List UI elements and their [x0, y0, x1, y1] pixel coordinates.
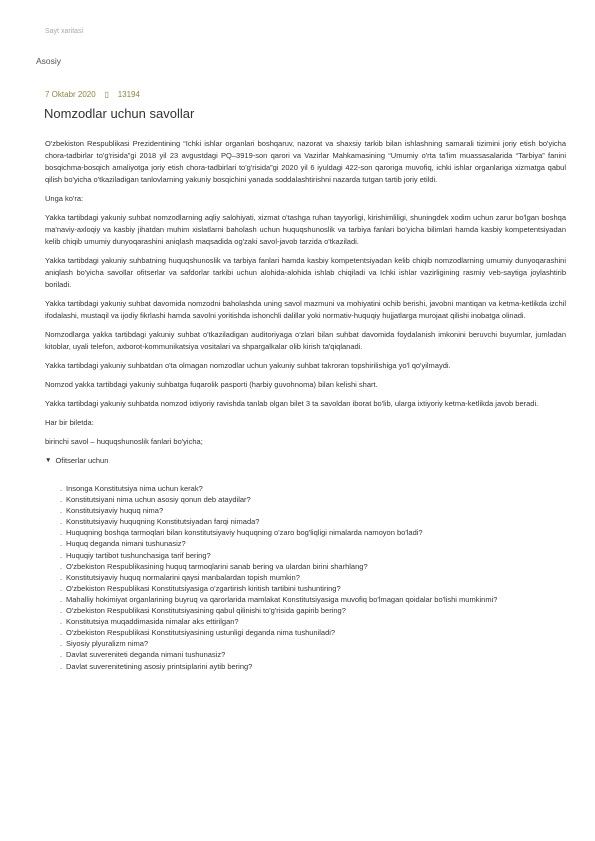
question-item [60, 661, 566, 672]
question-text: Insonga Konstitutsiya nima uchun kerak? [66, 484, 203, 493]
article-paragraph: Har bir biletda: [45, 418, 94, 427]
question-item [60, 538, 566, 549]
list-marker: . [60, 661, 63, 671]
list-marker: . [60, 628, 63, 638]
question-item [60, 505, 566, 516]
list-marker: . [60, 606, 63, 616]
article-paragraph: Nomzod yakka tartibdagi yakuniy suhbatga fuqarolik pasporti (harbiy guvohnoma) bilan kelishi shart. [45, 380, 378, 389]
question-item [60, 494, 566, 505]
question-item [60, 583, 566, 594]
page-title: Nomzodlar uchun savollar [44, 106, 195, 121]
question-item [60, 649, 566, 660]
question-text: Konstitutsiya muqaddimasida nimalar aks ettirilgan? [66, 617, 239, 627]
list-marker: . [60, 617, 63, 627]
list-marker: . [60, 561, 63, 571]
question-item [60, 550, 566, 561]
question-text: O'zbekiston Respublikasi Konstitutsiyasiga o'zgartirish kiritish tartibini tushuntiring? [66, 583, 341, 593]
breadcrumb-home[interactable]: Asosiy [36, 56, 62, 66]
article-paragraph: Yakka tartibdagi yakuniy suhbat davomida nomzodni baholashda uning savol mazmuni va mohiyatini ochib berishi, javobni mantiqan va ketma-ketlikda izchil ifodalashi, mustaqil va ijodiy fikrlashi hamda savolni yoritishda ishonchli dalillar yoki normativ-huquqiy hujjatlarga murojaat qilishi inobatga olinadi. [45, 299, 566, 320]
triangle-down-icon: ▼ [45, 457, 52, 464]
question-item [60, 561, 566, 572]
question-text: Konstitutsiyaviy huquq nima? [66, 506, 164, 516]
article-views: 13194 [117, 90, 140, 99]
list-marker: . [60, 495, 63, 505]
article-paragraph: Yakka tartibdagi yakuniy suhbat nomzodlarning aqliy salohiyati, xizmat o'tashga ruhan tayyorligi, kirishimliligi, shuningdek xodim uchun zarur bo'lgan boshqa ma'naviy-axloqiy va kasbiy jihatdan muhim xislatlarni baholash uchun huquqshunoslik va tarbiya fanlari bo'yicha bilimlari hamda kasbiy kompetentsiyadan kelib chiqib umumiy dunyoqarashini aniqlash maqsadida og'zaki savol-javob tarzida o'tkaziladi. [45, 213, 566, 246]
site-map-link[interactable]: Sayt xaritasi [45, 28, 84, 35]
list-marker: . [60, 484, 63, 493]
article-paragraph: birinchi savol – huquqshunoslik fanlari bo'yicha; [45, 437, 203, 446]
question-item [60, 594, 566, 605]
article-paragraph: Yakka tartibdagi yakuniy suhbatning huquqshunoslik va tarbiya fanlari hamda kasbiy kompetentsiyadan kelib chiqib nomzodlarning umumiy dunyoqarashini aniqlash bo'yicha savollar ofitserlar va safdorlar tarkibi uchun alohida-alohida ishlab chiqiladi va Ichki ishlar vazirligining rasmiy veb-saytiga joylashtirib boriladi. [45, 256, 566, 289]
list-marker: . [60, 506, 63, 516]
question-text: O'zbekiston Respublikasi Konstitutsiyasining ustunligi deganda nima tushuniladi? [66, 628, 336, 638]
article-paragraph: Yakka tartibdagi yakuniy suhbatdan o'ta olmagan nomzodlar uchun yakuniy suhbat takroran topshirilishiga yo'l qo'yilmaydi. [45, 361, 451, 370]
question-text: Konstitutsiyaviy huquqning Konstitutsiyadan farqi nimada? [66, 517, 260, 527]
question-list [45, 483, 566, 672]
article-body [45, 138, 566, 672]
article-meta [45, 90, 140, 99]
list-marker: . [60, 594, 63, 604]
question-text: Huquqning boshqa tarmoqlari bilan konstitutsiyaviy huquqning o'zaro bog'liqligi nimalarda namoyon bo'ladi? [66, 528, 423, 538]
question-text: Davlat suvereniteti deganda nimani tushunasiz? [66, 650, 226, 660]
list-marker: . [60, 583, 63, 593]
question-text: Huquq deganda nimani tushunasiz? [66, 539, 186, 549]
article-paragraph: Nomzodlarga yakka tartibdagi yakuniy suhbat o'tkaziladigan auditoriyaga o'zlari bilan suhbat davomida foydalanish imkonini beruvchi buyumlar, jumladan kitoblar, uyali telefon, axborot-kommunikatsiya vositalari va shpargalkalar olib kirish ta'qiqlanadi. [45, 330, 566, 351]
article-paragraph: Yakka tartibdagi yakuniy suhbatda nomzod ixtiyoriy ravishda tanlab olgan bilet 3 ta savoldan iborat bo'lib, ularga ixtiyoriy ketma-ketlikda javob beradi. [45, 399, 539, 408]
question-item [60, 616, 566, 627]
question-text: O'zbekiston Respublikasi Konstitutsiyasining qabul qilinishi to'g'risida gapirib bering? [66, 606, 346, 616]
question-item [60, 483, 566, 494]
list-marker: . [60, 517, 63, 527]
list-marker: . [60, 550, 63, 560]
question-item [60, 627, 566, 638]
eye-icon: ▯ [104, 90, 109, 99]
article-paragraph: Unga ko'ra: [45, 194, 84, 203]
article-date: 7 Oktabr 2020 [45, 90, 96, 99]
question-text: O'zbekiston Respublikasining huquq tarmoqlarini sanab bering va ulardan birini sharhlang? [66, 561, 368, 571]
details-toggle-ofitserlar[interactable] [45, 455, 566, 467]
question-text: Siyosiy plyuralizm nima? [66, 639, 149, 649]
list-marker: . [60, 539, 63, 549]
question-text: Huquqiy tartibot tushunchasiga tarif bering? [66, 550, 211, 560]
details-summary-label: Ofitserlar uchun [55, 456, 109, 465]
question-text: Mahalliy hokimiyat organlarining buyruq va qarorlarida mamlakat Konstitutsiyasiga muvofiq bo'lmagan qoidalar bo'lishi mumkinmi? [66, 594, 498, 604]
article-paragraphs [45, 138, 566, 448]
list-marker: . [60, 639, 63, 649]
list-marker: . [60, 650, 63, 660]
question-item [60, 572, 566, 583]
question-text: Davlat suverenitetining asosiy printsiplarini aytib bering? [66, 661, 253, 671]
question-item [60, 527, 566, 538]
question-text: Konstitutsiyani nima uchun asosiy qonun deb ataydilar? [66, 495, 251, 505]
question-item [60, 638, 566, 649]
question-item [60, 516, 566, 527]
list-marker: . [60, 572, 63, 582]
list-marker: . [60, 528, 63, 538]
article-paragraph: O'zbekiston Respublikasi Prezidentining “Ichki ishlar organlari boshqaruv, nazorat va shaxsiy tarkib bilan ishlashning samarali tizimini joriy etish bo'yicha chora-tadbirlar to'g'risida”gi 2018 yil 23 avgustdagi PQ–3919-son qarori va Vazirlar Mahkamasining “Umumiy o'rta ta'lim muassasalarida “Tarbiya” fanini bosqichma-bosqich amaliyotga joriy etish chora-tadbirlari to'g'risida”gi 2020 yil 6 iyuldagi 422-son qaroriga muvofiq, ichki ishlar organlariga xizmatga qabul qilish bo'yicha o'tkaziladigan tanlovlarning yakuniy bosqichini yanada soddalashtirishni nazarda tutgan tartib joriy etildi. [45, 139, 566, 184]
question-item [60, 605, 566, 616]
question-text: Konstitutsiyaviy huquq normalarini qaysi manbalardan topish mumkin? [66, 572, 300, 582]
